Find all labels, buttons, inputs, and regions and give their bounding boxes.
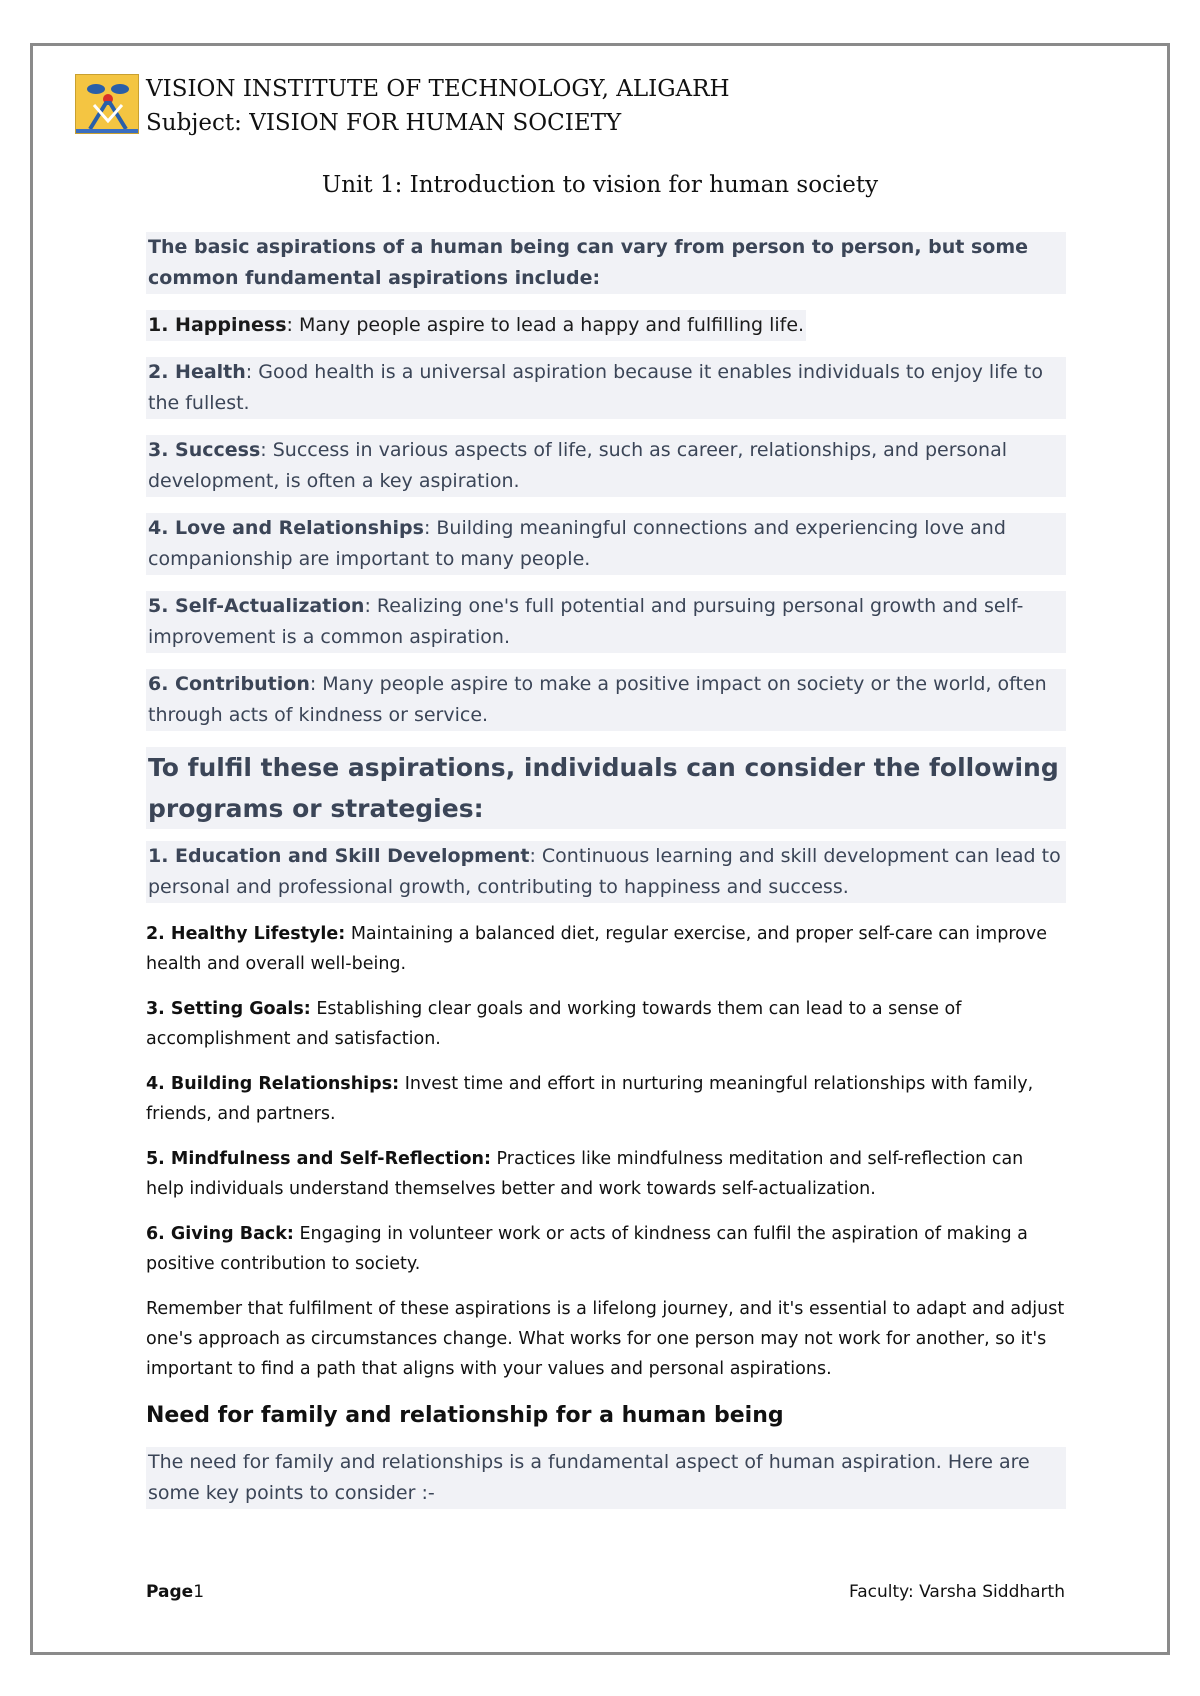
document-header (146, 72, 730, 140)
family-heading: Need for family and relationship for a human being (146, 1403, 784, 1428)
family-intro-paragraph: The need for family and relationships is a fundamental aspect of human aspiration. Here are some key points to consider :- (146, 1447, 1066, 1509)
page-number: Page1 (146, 1582, 205, 1602)
program-item: 6. Giving Back: Engaging in volunteer work or acts of kindness can fulfil the aspiration of making a positive contribution to society. (146, 1224, 1028, 1274)
programs-heading: To fulfil these aspirations, individuals can consider the following programs or strategies: (146, 747, 1066, 829)
program-item: 5. Mindfulness and Self-Reflection: Practices like mindfulness meditation and self-reflection can help individuals understand themselves better and work towards self-actualization. (146, 1149, 1024, 1199)
closing-paragraph: Remember that fulfilment of these aspirations is a lifelong journey, and it's essential to adapt and adjust one's approach as circumstances change. What works for one person may not work for another, so it's important to find a path that aligns with your values and personal aspirations. (146, 1299, 1065, 1379)
aspiration-item: 3. Success: Success in various aspects of life, such as career, relationships, and personal development, is often a key aspiration. (146, 435, 1066, 497)
program-item: 2. Healthy Lifestyle: Maintaining a balanced diet, regular exercise, and proper self-care can improve health and overall well-being. (146, 924, 1047, 974)
aspiration-item: 1. Happiness: Many people aspire to lead a happy and fulfilling life. (146, 310, 806, 341)
intro-paragraph: The basic aspirations of a human being can vary from person to person, but some common fundamental aspirations include: (146, 232, 1066, 294)
aspiration-item: 5. Self-Actualization: Realizing one's full potential and pursuing personal growth and self-improvement is a common aspiration. (146, 591, 1066, 653)
faculty-name: Faculty: Varsha Siddharth (849, 1582, 1065, 1602)
document-body (146, 232, 1066, 1525)
subject-line: Subject: VISION FOR HUMAN SOCIETY (146, 110, 622, 136)
aspiration-item: 6. Contribution: Many people aspire to make a positive impact on society or the world, often through acts of kindness or service. (146, 669, 1066, 731)
aspiration-item: 4. Love and Relationships: Building meaningful connections and experiencing love and companionship are important to many people. (146, 513, 1066, 575)
program-item: 3. Setting Goals: Establishing clear goals and working towards them can lead to a sense of accomplishment and satisfaction. (146, 999, 962, 1049)
aspiration-item: 2. Health: Good health is a universal aspiration because it enables individuals to enjoy life to the fullest. (146, 357, 1066, 419)
program-item: 1. Education and Skill Development: Continuous learning and skill development can lead to personal and professional growth, contributing to happiness and success. (146, 841, 1066, 903)
institute-logo (75, 74, 139, 134)
institute-name: VISION INSTITUTE OF TECHNOLOGY, ALIGARH (146, 76, 730, 102)
unit-title: Unit 1: Introduction to vision for human society (321, 172, 879, 198)
program-item: 4. Building Relationships: Invest time and effort in nurturing meaningful relationships with family, friends, and partners. (146, 1074, 1034, 1124)
